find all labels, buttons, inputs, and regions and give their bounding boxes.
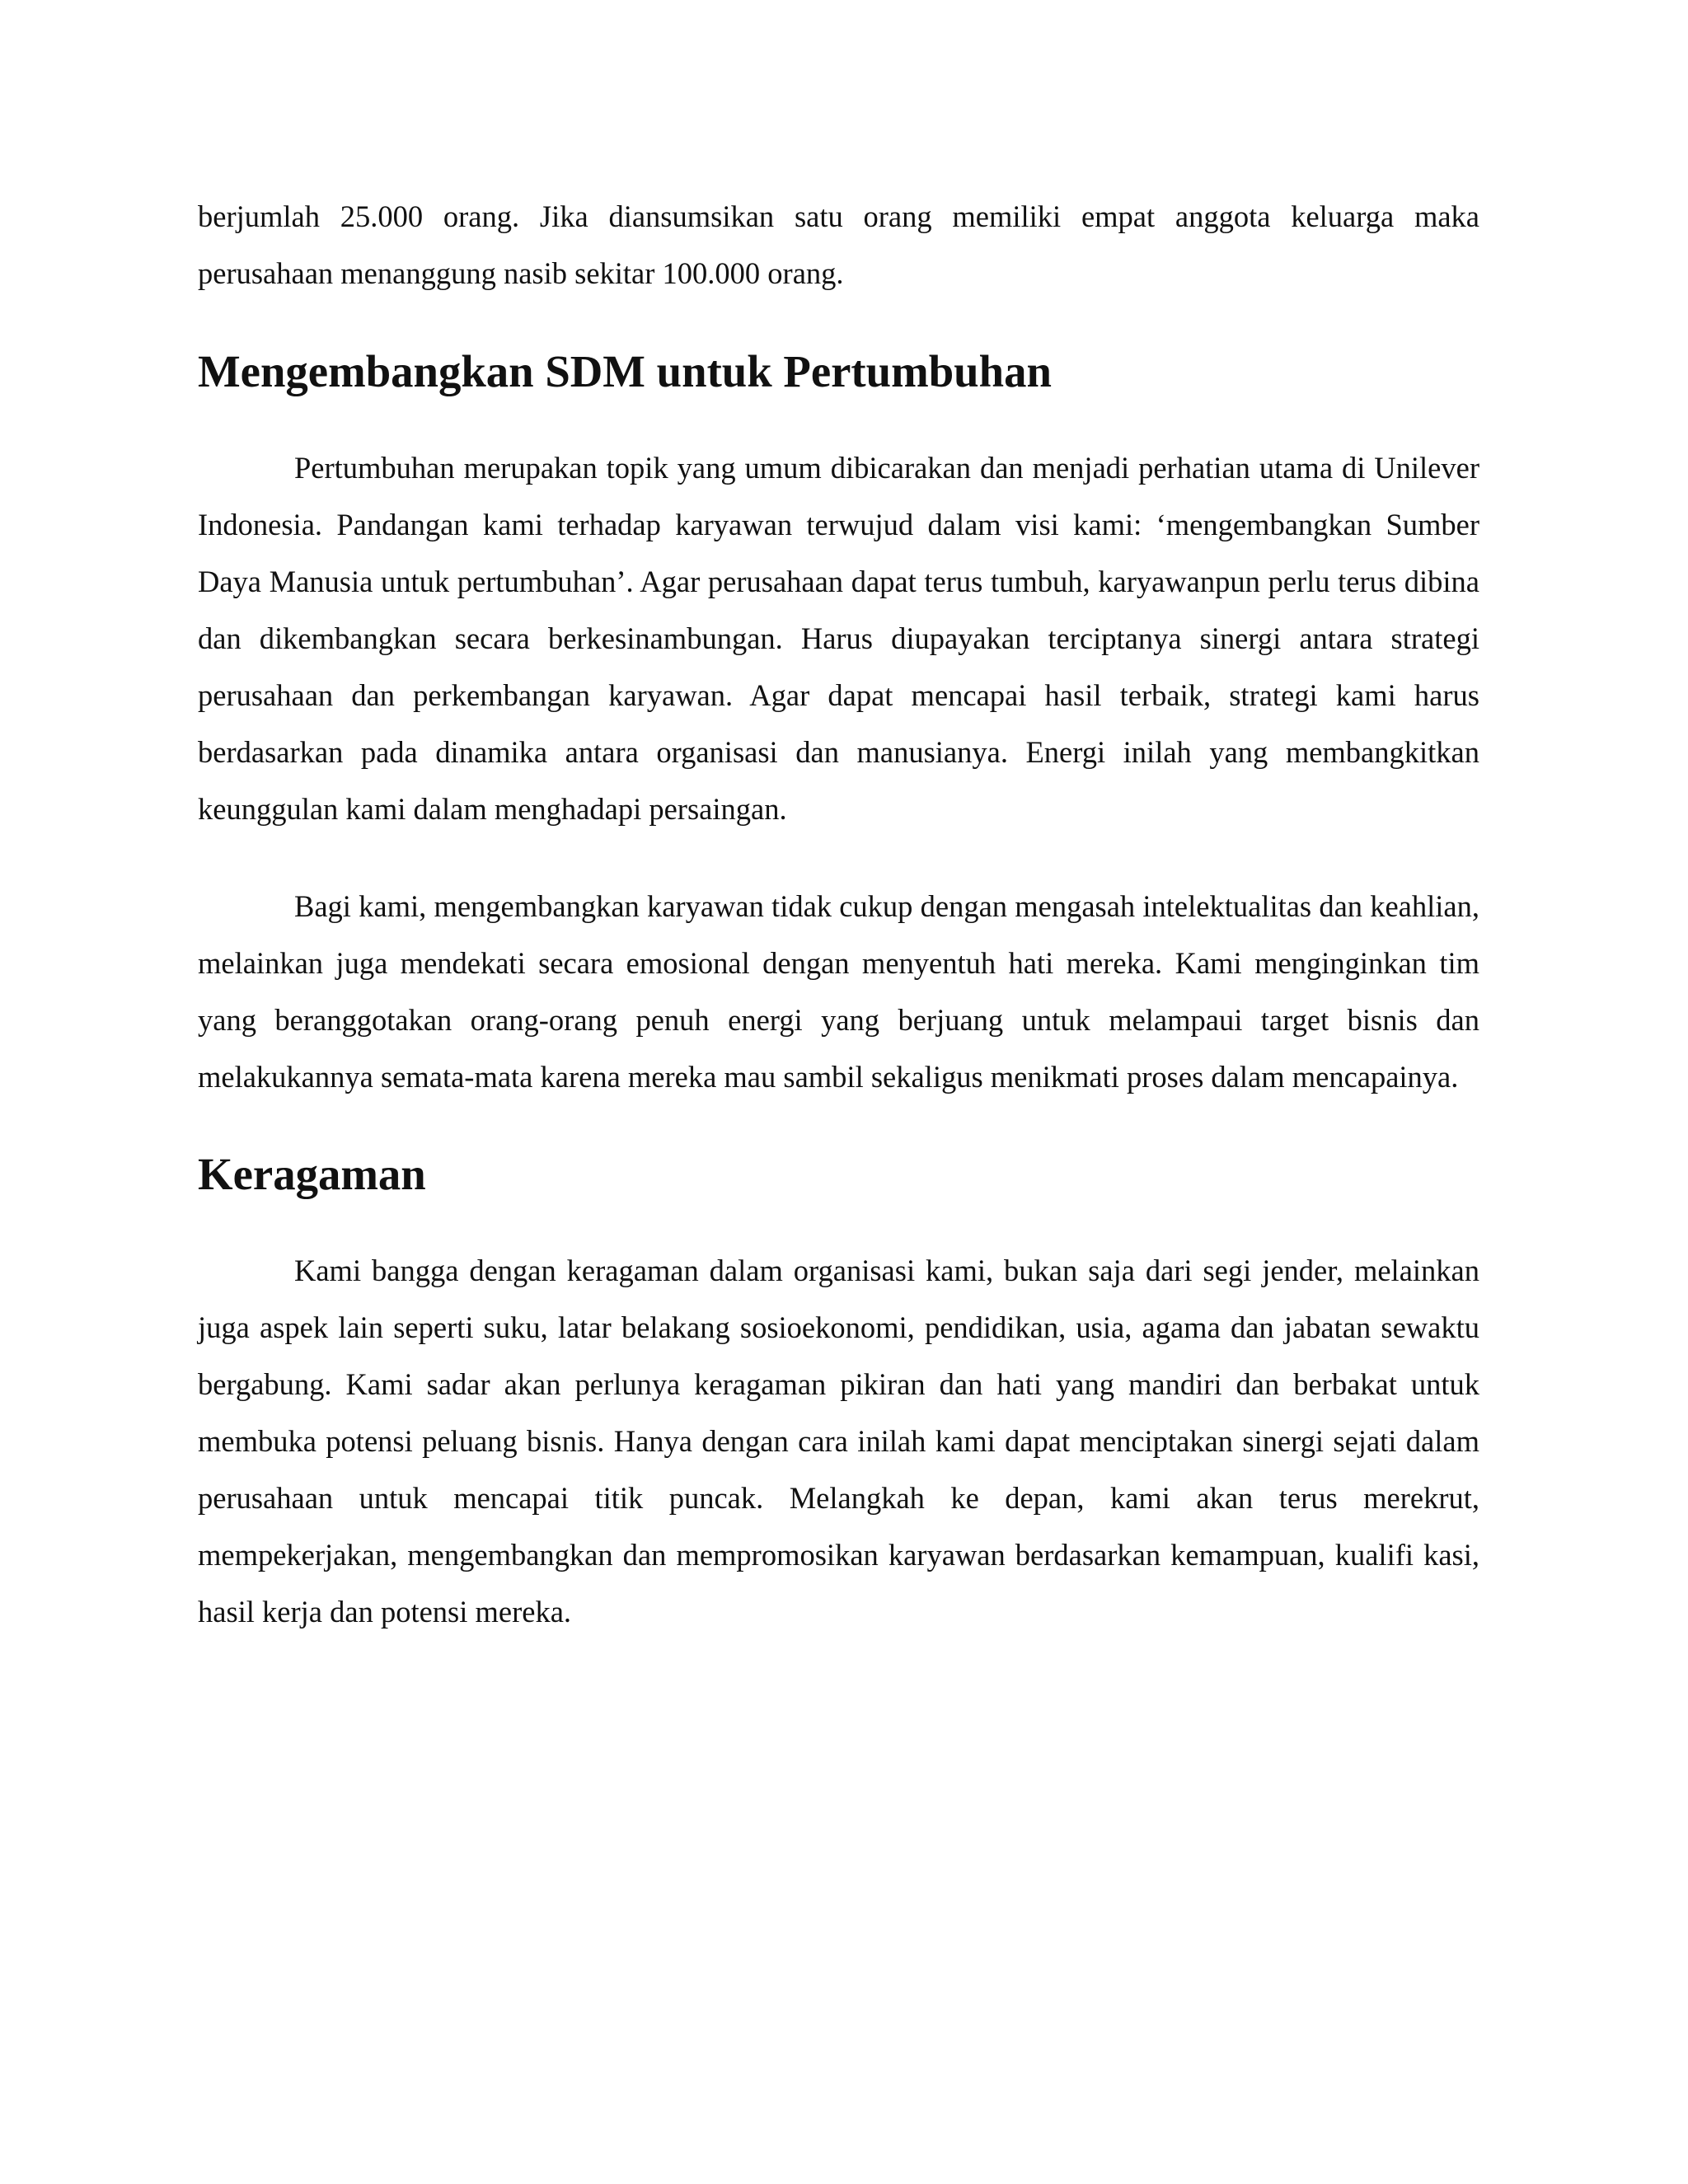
growth-paragraph-2: Bagi kami, mengembangkan karyawan tidak cukup dengan mengasah intelektualitas dan keahlian, melainkan juga mendekati secara emosional dengan menyentuh hati mereka. Kami menginginkan tim yang beranggotakan orang-orang penuh energi yang berjuang untuk melampaui target bisnis dan melakukannya semata-mata karena mereka mau sambil sekaligus menikmati proses dalam mencapainya. — [198, 889, 1479, 1094]
section-heading-diversity: Keragaman — [198, 1149, 426, 1199]
growth-paragraph-1: Pertumbuhan merupakan topik yang umum dibicarakan dan menjadi perhatian utama di Unilever Indonesia. Pandangan kami terhadap karyawan terwujud dalam visi kami: ‘mengembangkan Sumber Daya Manusia untuk pertumbuhan’. Agar perusahaan dapat terus tumbuh, karyawanpun perlu terus dibina dan dikembangkan secara berkesinambungan. Harus diupayakan terciptanya sinergi antara strategi perusahaan dan perkembangan karyawan. Agar dapat mencapai hasil terbaik, strategi kami harus berdasarkan pada dinamika antara organisasi dan manusianya. Energi inilah yang membangkitkan keunggulan kami dalam menghadapi persaingan. — [198, 451, 1479, 826]
page-body — [198, 188, 1479, 1640]
intro-continuation-paragraph: berjumlah 25.000 orang. Jika diansumsikan satu orang memiliki empat anggota keluarga maka perusahaan menanggung nasib sekitar 100.000 orang. — [198, 199, 1479, 290]
diversity-paragraph-1: Kami bangga dengan keragaman dalam organisasi kami, bukan saja dari segi jender, melainkan juga aspek lain seperti suku, latar belakang sosioekonomi, pendidikan, usia, agama dan jabatan sewaktu bergabung. Kami sadar akan perlunya keragaman pikiran dan hati yang mandiri dan berbakat untuk membuka potensi peluang bisnis. Hanya dengan cara inilah kami dapat menciptakan sinergi sejati dalam perusahaan untuk mencapai titik puncak. Melangkah ke depan, kami akan terus merekrut, mempekerjakan, mengembangkan dan mempromosikan karyawan berdasarkan kemampuan, kualifi kasi, hasil kerja dan potensi mereka. — [198, 1254, 1479, 1629]
section-heading-growth: Mengembangkan SDM untuk Pertumbuhan — [198, 346, 1052, 396]
